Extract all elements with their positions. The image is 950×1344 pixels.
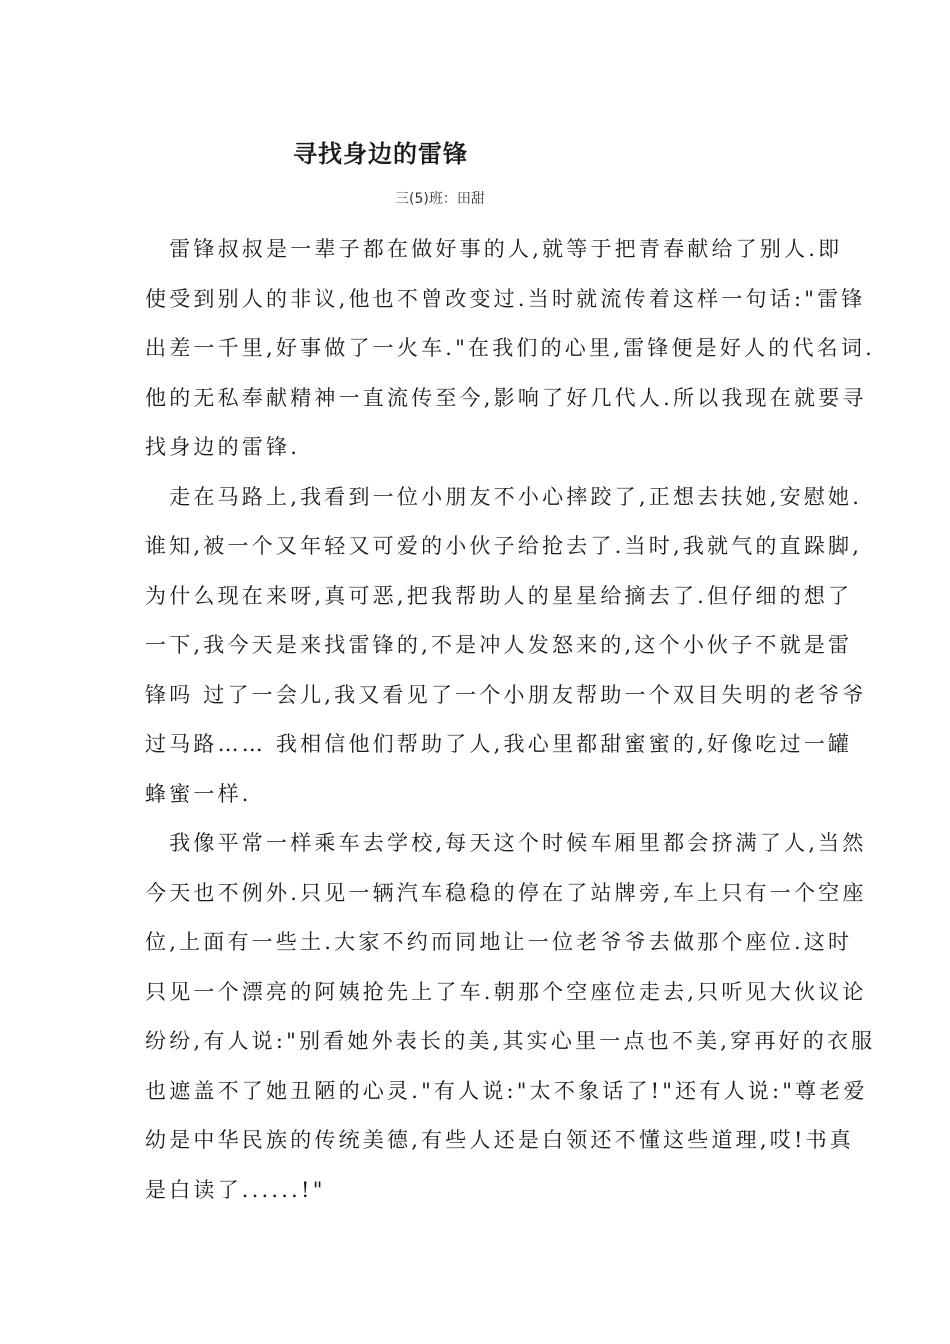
text-line: 蜂蜜一样. [145, 781, 252, 806]
text-line: 谁知,被一个又年轻又可爱的小伙子给抢去了.当时,我就气的直跺脚, [145, 534, 863, 558]
paragraph-2 [145, 473, 867, 820]
text-line: 是白读了......!" [145, 1177, 326, 1202]
author-byline: 三(5)班：田甜 [395, 191, 485, 207]
document-body [145, 225, 876, 1215]
text-line: 幼是中华民族的传统美德,有些人还是白领还不懂这些道理,哎!书真 [145, 1128, 854, 1152]
text-line: 他的无私奉献精神一直流传至今,影响了好几代人.所以我现在就要寻 [145, 385, 867, 410]
text-line: 使受到别人的非议,他也不曾改变过.当时就流传着这样一句话:"雷锋 [145, 286, 866, 311]
text-line: 只见一个漂亮的阿姨抢先上了车.朝那个空座位走去,只听见大伙议论 [145, 979, 867, 1004]
text-line: 也遮盖不了她丑陋的心灵."有人说:"太不象话了!"还有人说:"尊老爱 [145, 1078, 868, 1103]
text-line: 我像平常一样乘车去学校,每天这个时候车厢里都会挤满了人,当然 [145, 831, 867, 855]
text-line: 走在马路上,我看到一位小朋友不小心摔跤了,正想去扶她,安慰她. [145, 484, 863, 509]
text-line: 为什么现在来呀,真可恶,把我帮助人的星星给摘去了.但仔细的想了 [145, 583, 853, 608]
document-title: 寻找身边的雷锋 [293, 140, 468, 168]
text-line: 锋吗 过了一会儿,我又看见了一个小朋友帮助一个双目失明的老爷爷 [145, 682, 867, 707]
text-line: 出差一千里,好事做了一火车."在我们的心里,雷锋便是好人的代名词. [145, 336, 875, 360]
text-line: 一下,我今天是来找雷锋的,不是冲人发怒来的,这个小伙子不就是雷 [145, 633, 853, 657]
text-line: 纷纷,有人说:"别看她外表长的美,其实心里一点也不美,穿再好的衣服 [145, 1029, 876, 1053]
text-line: 今天也不例外.只见一辆汽车稳稳的停在了站牌旁,车上只有一个空座 [145, 880, 867, 905]
text-line: 雷锋叔叔是一辈子都在做好事的人,就等于把青春献给了别人.即 [145, 237, 843, 261]
text-line: 位,上面有一些土.大家不约而同地让一位老爷爷去做那个座位.这时 [145, 930, 853, 954]
text-line: 找身边的雷锋. [145, 435, 301, 459]
text-line: 过马路…… 我相信他们帮助了人,我心里都甜蜜蜜的,好像吃过一罐 [145, 732, 853, 756]
paragraph-3 [145, 819, 876, 1215]
paragraph-1 [145, 225, 875, 473]
